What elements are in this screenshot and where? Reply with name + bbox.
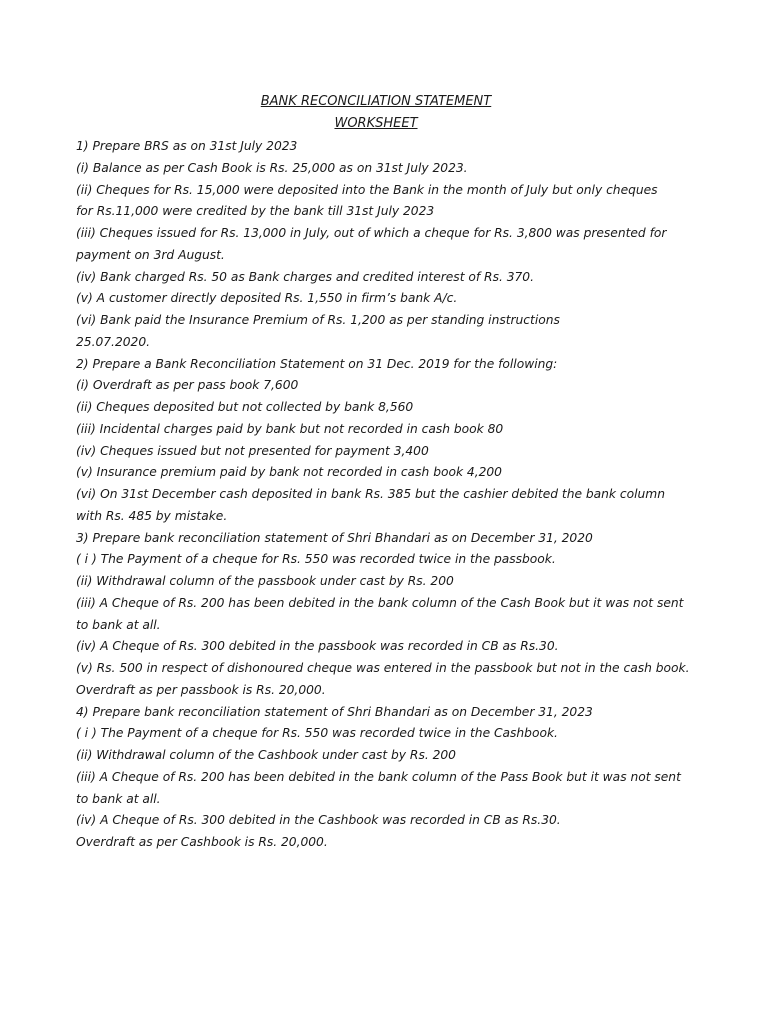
document-title: BANK RECONCILIATION STATEMENT	[260, 94, 492, 109]
text-line: Overdraft as per Cashbook is Rs. 20,000.	[76, 835, 328, 849]
text-line: ( i ) The Payment of a cheque for Rs. 550 was recorded twice in the passbook.	[76, 552, 556, 567]
text-line: (iii) Cheques issued for Rs. 13,000 in July, out of which a cheque for Rs. 3,800 was presented for	[76, 226, 667, 240]
text-line: (ii) Withdrawal column of the passbook under cast by Rs. 200	[76, 574, 454, 588]
text-line: (vi) Bank paid the Insurance Premium of Rs. 1,200 as per standing instructions	[76, 313, 560, 327]
document-subtitle: WORKSHEET	[334, 116, 418, 131]
text-line: (iv) A Cheque of Rs. 300 debited in the passbook was recorded in CB as Rs.30.	[76, 639, 559, 654]
text-line: to bank at all.	[76, 791, 161, 806]
text-line: 3) Prepare bank reconciliation statement of Shri Bhandari as on December 31, 2020	[76, 530, 593, 545]
document-body	[76, 136, 696, 854]
text-line: (iii) A Cheque of Rs. 200 has been debited in the bank column of the Cash Book but it was not sent	[76, 595, 684, 610]
text-line: (i) Balance as per Cash Book is Rs. 25,000 as on 31st July 2023.	[76, 160, 468, 175]
text-line: (v) Rs. 500 in respect of dishonoured cheque was entered in the passbook but not in the cash book.	[76, 661, 690, 675]
text-line: ( i ) The Payment of a cheque for Rs. 550 was recorded twice in the Cashbook.	[76, 726, 558, 741]
text-line: with Rs. 485 by mistake.	[76, 508, 228, 523]
text-line: (vi) On 31st December cash deposited in bank Rs. 385 but the cashier debited the bank column	[76, 487, 665, 501]
text-line: (ii) Cheques deposited but not collected by bank 8,560	[76, 400, 414, 414]
text-line: (iv) Cheques issued but not presented for payment 3,400	[76, 443, 429, 458]
text-line: Overdraft as per passbook is Rs. 20,000.	[76, 682, 326, 697]
text-line: (ii) Cheques for Rs. 15,000 were deposited into the Bank in the month of July but only cheques	[76, 182, 658, 197]
text-line: (iv) Bank charged Rs. 50 as Bank charges and credited interest of Rs. 370.	[76, 269, 534, 284]
text-line: 25.07.2020.	[76, 334, 150, 349]
text-line: 1) Prepare BRS as on 31st July 2023	[76, 139, 298, 153]
text-line: payment on 3rd August.	[76, 247, 225, 262]
text-line: (ii) Withdrawal column of the Cashbook under cast by Rs. 200	[76, 748, 456, 762]
text-line: (v) Insurance premium paid by bank not recorded in cash book 4,200	[76, 465, 502, 480]
text-line: (v) A customer directly deposited Rs. 1,550 in firm’s bank A/c.	[76, 291, 458, 306]
text-line: for Rs.11,000 were credited by the bank till 31st July 2023	[76, 204, 435, 219]
text-line: 4) Prepare bank reconciliation statement of Shri Bhandari as on December 31, 2023	[76, 704, 593, 719]
text-line: to bank at all.	[76, 617, 161, 632]
text-line: (iii) A Cheque of Rs. 200 has been debited in the bank column of the Pass Book but it was not sent	[76, 769, 681, 784]
text-line: 2) Prepare a Bank Reconciliation Statement on 31 Dec. 2019 for the following:	[76, 356, 558, 371]
text-line: (iii) Incidental charges paid by bank but not recorded in cash book 80	[76, 421, 504, 436]
text-line: (i) Overdraft as per pass book 7,600	[76, 378, 299, 393]
text-line: (iv) A Cheque of Rs. 300 debited in the Cashbook was recorded in CB as Rs.30.	[76, 813, 561, 828]
